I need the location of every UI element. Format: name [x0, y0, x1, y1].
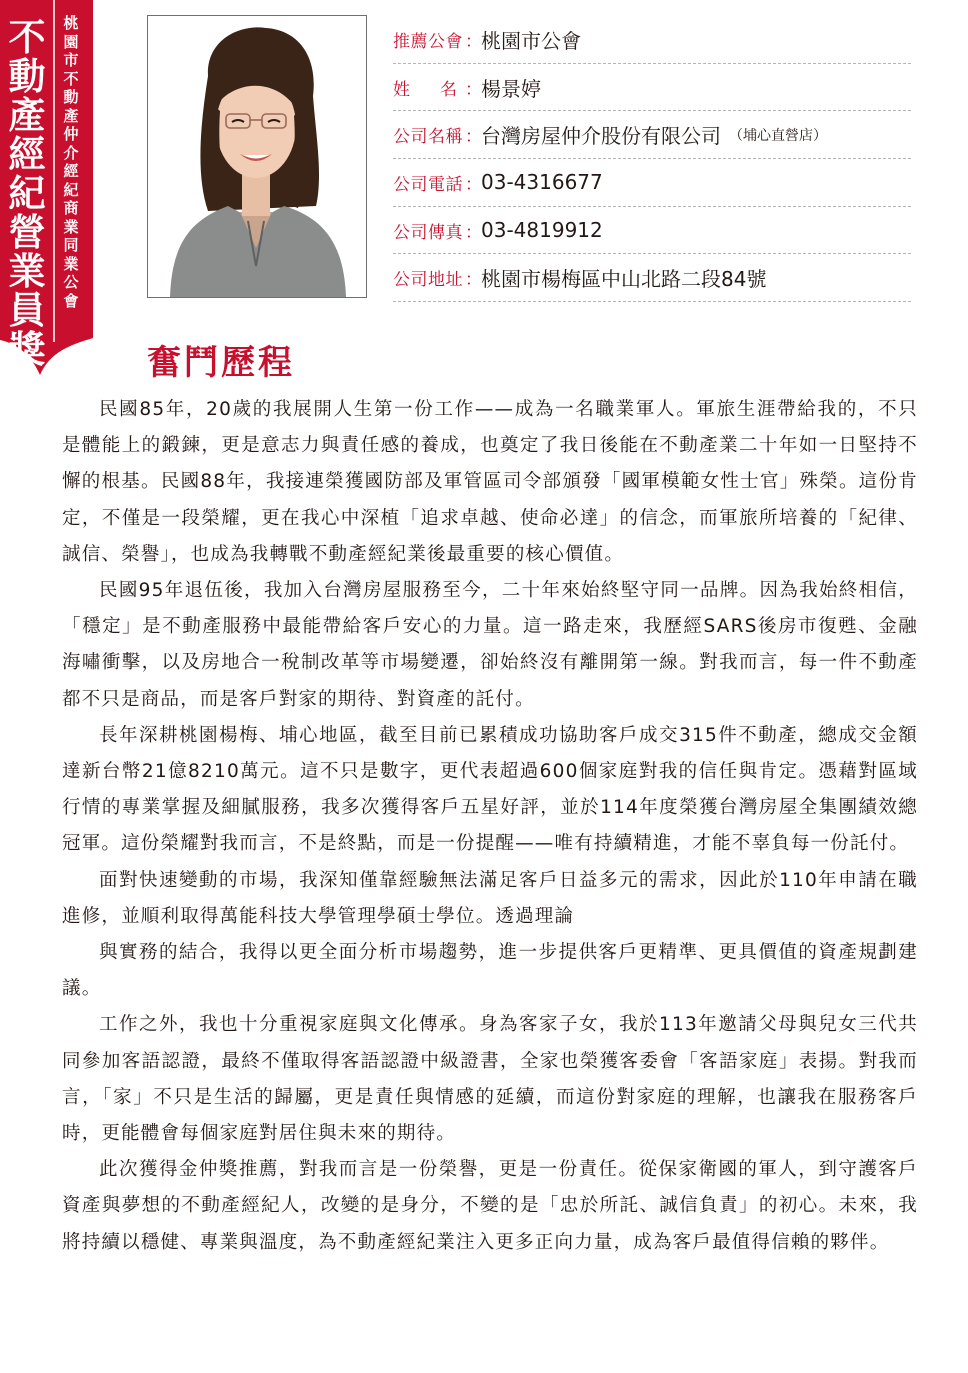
story-paragraph: 面對快速變動的市場，我深知僅靠經驗無法滿足客戶日益多元的需求，因此於110年申請在職進修，並順利取得萬能科技大學管理學碩士學位。透過理論 — [62, 869, 918, 927]
profile-row-colon: ： — [465, 31, 482, 52]
banner-subtitle-char: 同 — [63, 236, 79, 254]
banner-title-char: 動 — [8, 55, 46, 98]
story-paragraph: 與實務的結合，我得以更全面分析市場趨勢，進一步提供客戶更精準、更具價值的資產規劃建議。 — [62, 942, 918, 1000]
banner-subtitle-char: 業 — [63, 217, 79, 236]
profile-row-label: 姓 名 — [393, 79, 457, 100]
profile-row — [393, 207, 911, 255]
banner-title-char: 不 — [8, 16, 46, 59]
story-paragraph: 長年深耕桃園楊梅、埔心地區，截至目前已累積成功協助客戶成交315件不動產，總成交金額達新台幣21億8210萬元。這不只是數字，更代表超過600個家庭對我的信任與肯定。憑藉對區域行情的專業掌握及細膩服務，我多次獲得客戶五星好評，並於114年度榮獲台灣房屋全集團績效總冠軍。這份榮耀對我而言，不是終點，而是一份提醒——唯有持續精進，才能不辜負每一份託付。 — [62, 724, 918, 855]
profile-info-table — [393, 16, 911, 302]
profile-row-label: 公司電話 — [393, 174, 463, 195]
banner-title-char: 獎 — [8, 328, 46, 371]
banner-title-char: 產 — [8, 94, 46, 137]
portrait-photo — [147, 15, 367, 298]
profile-row-colon: ： — [465, 222, 482, 243]
story-body — [62, 392, 918, 1261]
profile-row-label: 公司傳真 — [393, 222, 463, 243]
banner-subtitle-char: 商 — [63, 199, 79, 217]
banner-subtitle-char: 桃 — [63, 14, 79, 32]
profile-row-value: 楊景婷 — [481, 76, 541, 101]
profile-row-colon: ： — [465, 174, 482, 195]
profile-row-label: 推薦公會 — [393, 31, 463, 52]
profile-row-value: 台灣房屋仲介股份有限公司 — [481, 124, 721, 149]
banner-subtitle-char: 會 — [63, 291, 79, 310]
banner-subtitle-char: 不 — [63, 69, 79, 88]
story-paragraph: 民國85年，20歲的我展開人生第一份工作——成為一名職業軍人。軍旅生涯帶給我的，不只是體能上的鍛鍊，更是意志力與責任感的養成，也奠定了我日後能在不動產業二十年如一日堅持不懈的根基。民國88年，我接連榮獲國防部及軍管區司令部頒發「國軍模範女性士官」殊榮。這份肯定，不僅是一段榮耀，更在我心中深植「追求卓越、使命必達」的信念，而軍旅所培養的「紀律、誠信、榮譽」，也成為我轉戰不動產經紀業後最重要的核心價值。 — [62, 399, 918, 565]
profile-row-value: 03-4819912 — [481, 218, 603, 243]
banner-subtitle-char: 公 — [63, 273, 79, 291]
profile-row — [393, 64, 911, 112]
banner-title-char: 員 — [8, 289, 46, 332]
profile-row-colon: ： — [465, 270, 482, 291]
award-banner — [0, 0, 93, 375]
story-paragraph: 民國95年退伍後，我加入台灣房屋服務至今，二十年來始終堅守同一品牌。因為我始終相信，「穩定」是不動產服務中最能帶給客戶安心的力量。這一路走來，我歷經SARS後房市復甦、金融海嘯衝擊，以及房地合一稅制改革等市場變遷，卻始終沒有離開第一線。對我而言，每一件不動產都不只是商品，而是客戶對家的期待、對資產的託付。 — [62, 580, 918, 710]
profile-row-value: 桃園市楊梅區中山北路二段84號 — [481, 267, 767, 292]
profile-row-colon: ： — [465, 127, 482, 148]
profile-row — [393, 16, 911, 64]
section-title: 奮鬥歷程 — [147, 343, 295, 383]
banner-title-char: 業 — [8, 250, 46, 293]
profile-row — [393, 111, 911, 159]
profile-row-label: 公司地址 — [393, 270, 463, 291]
profile-row-value: 03-4316677 — [481, 170, 603, 195]
banner-title — [6, 18, 48, 369]
banner-subtitle-char: 業 — [63, 254, 79, 273]
banner-title-char: 紀 — [8, 172, 46, 215]
profile-row — [393, 254, 911, 302]
portrait-illustration — [148, 16, 366, 297]
story-paragraph: 此次獲得金仲獎推薦，對我而言是一份榮譽，更是一份責任。從保家衛國的軍人，到守護客戶資產與夢想的不動產經紀人，改變的是身分，不變的是「忠於所託、誠信負責」的初心。未來，我將持續以穩健、專業與溫度，為不動產經紀業注入更多正向力量，成為客戶最值得信賴的夥伴。 — [62, 1159, 918, 1253]
banner-subtitle-char: 園 — [63, 32, 79, 51]
banner-title-char: 營 — [8, 211, 46, 254]
banner-subtitle-char: 介 — [63, 143, 79, 162]
banner-subtitle-char: 產 — [63, 106, 79, 125]
banner-subtitle-char: 紀 — [63, 180, 79, 199]
profile-row — [393, 159, 911, 207]
banner-subtitle-char: 仲 — [63, 125, 79, 143]
profile-row-colon: ： — [465, 79, 482, 100]
banner-subtitle-char: 市 — [63, 51, 79, 69]
banner-title-char: 經 — [8, 133, 46, 176]
profile-row-note: （埔心直營店） — [729, 127, 827, 144]
story-paragraph: 工作之外，我也十分重視家庭與文化傳承。身為客家子女，我於113年邀請父母與兒女三代共同參加客語認證，最終不僅取得客語認證中級證書，全家也榮獲客委會「客語家庭」表揚。對我而言，「家」不只是生活的歸屬，更是責任與情感的延續，而這份對家庭的理解，也讓我在服務客戶時，更能體會每個家庭對居住與未來的期待。 — [62, 1014, 918, 1145]
profile-row-label: 公司名稱 — [393, 127, 463, 148]
profile-row-value: 桃園市公會 — [481, 28, 581, 53]
banner-subtitle-char: 動 — [63, 88, 79, 106]
banner-subtitle — [58, 14, 84, 310]
banner-subtitle-char: 經 — [63, 162, 79, 180]
